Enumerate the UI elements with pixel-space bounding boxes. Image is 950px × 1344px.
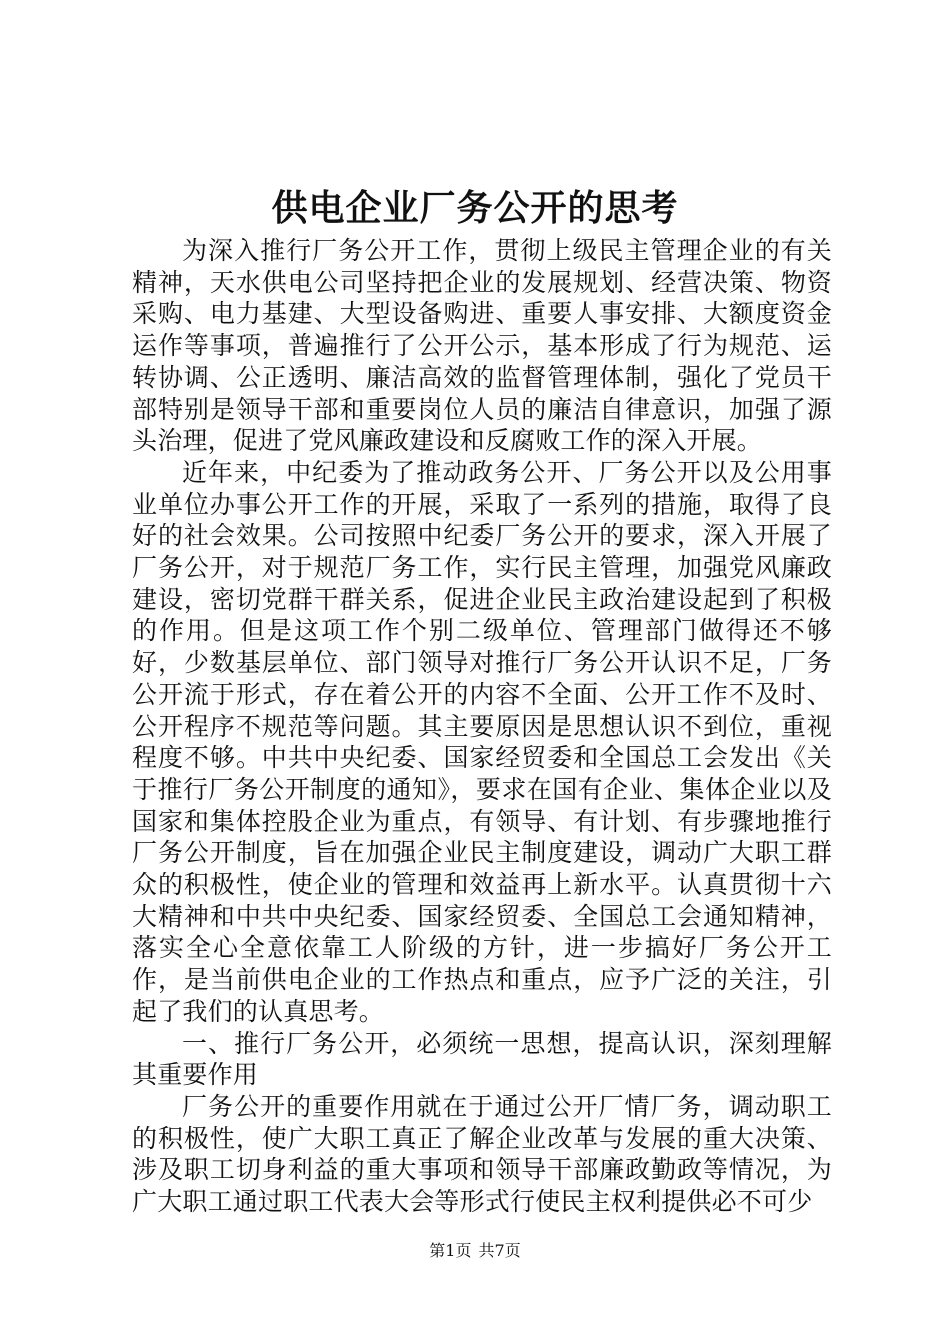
page-footer <box>0 1241 950 1261</box>
page-number: 第1页 <box>429 1241 472 1260</box>
paragraph-background: 近年来，中纪委为了推动政务公开、厂务公开以及公用事业单位办事公开工作的开展，采取了一系列的措施，取得了良好的社会效果。公司按照中纪委厂务公开的要求，深入开展了厂务公开，对于规范厂务工作，实行民主管理，加强党风廉政建设，密切党群干群关系，促进企业民主政治建设起到了积极的作用。但是这项工作个别二级单位、管理部门做得还不够好，少数基层单位、部门领导对推行厂务公开认识不足，厂务公开流于形式，存在着公开的内容不全面、公开工作不及时、公开程序不规范等问题。其主要原因是思想认识不到位，重视程度不够。中共中央纪委、国家经贸委和全国总工会发出《关于推行厂务公开制度的通知》，要求在国有企业、集体企业以及国家和集体控股企业为重点，有领导、有计划、有步骤地推行厂务公开制度，旨在加强企业民主制度建设，调动广大职工群众的积极性，使企业的管理和效益再上新水平。认真贯彻十六大精神和中共中央纪委、国家经贸委、全国总工会通知精神，落实全心全意依靠工人阶级的方针，进一步搞好厂务公开工作，是当前供电企业的工作热点和重点，应予广泛的关注，引起了我们的认真思考。 <box>132 457 832 1026</box>
section-heading-1: 一、推行厂务公开，必须统一思想，提高认识，深刻理解其重要作用 <box>132 1028 832 1090</box>
paragraph-section-1: 厂务公开的重要作用就在于通过公开厂情厂务，调动职工的积极性，使广大职工真正了解企业改革与发展的重大决策、涉及职工切身利益的重大事项和领导干部廉政勤政等情况，为广大职工通过职工代表大会等形式行使民主权利提供必不可少 <box>132 1091 832 1217</box>
page-total: 共7页 <box>478 1241 521 1260</box>
document-title: 供电企业厂务公开的思考 <box>271 187 679 229</box>
document-body <box>132 235 832 1218</box>
paragraph-intro: 为深入推行厂务公开工作，贯彻上级民主管理企业的有关精神，天水供电公司坚持把企业的发展规划、经营决策、物资采购、电力基建、大型设备购进、重要人事安排、大额度资金运作等事项，普遍推行了公开公示，基本形成了行为规范、运转协调、公正透明、廉洁高效的监督管理体制，强化了党员干部特别是领导干部和重要岗位人员的廉洁自律意识，加强了源头治理，促进了党风廉政建设和反腐败工作的深入开展。 <box>132 236 832 456</box>
